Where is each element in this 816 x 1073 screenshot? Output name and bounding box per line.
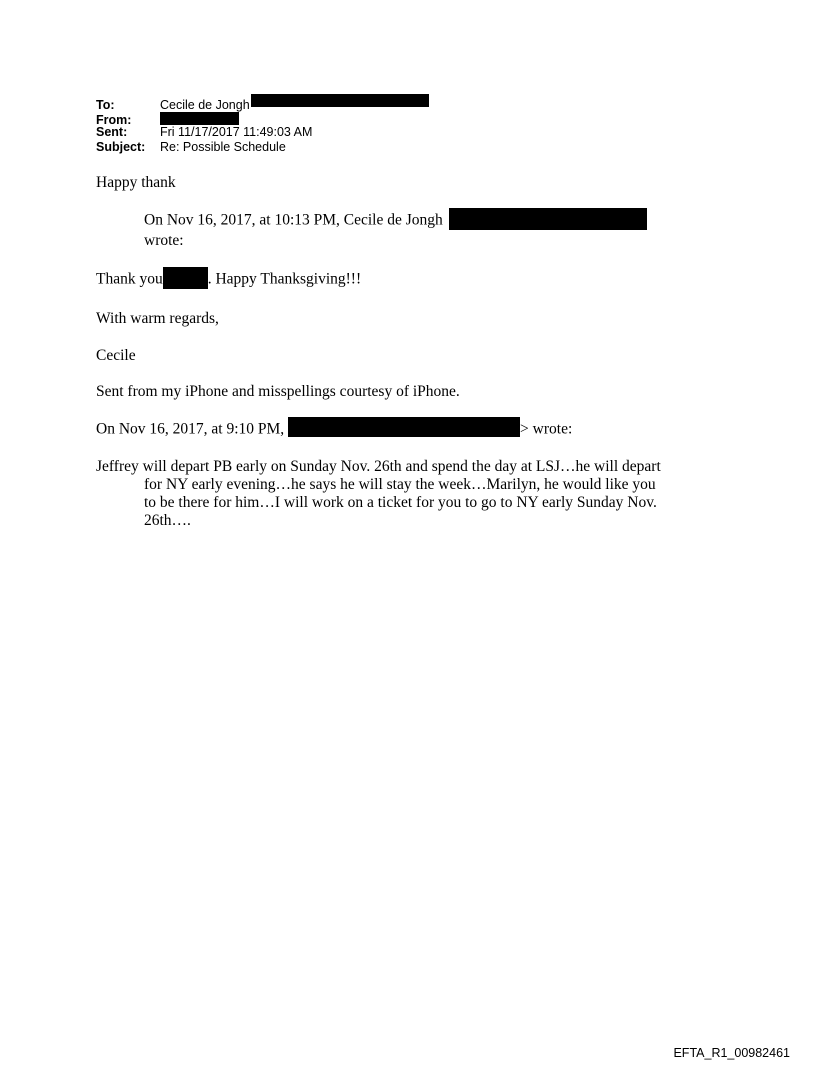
thank-you-text: Thank you <box>96 270 163 288</box>
regards-line: With warm regards, <box>96 310 219 327</box>
quoted-intro-text: On Nov 16, 2017, at 10:13 PM, Cecile de Jongh <box>144 211 443 229</box>
sent-value: Fri 11/17/2017 11:49:03 AM <box>160 125 313 139</box>
sent-row <box>96 125 429 140</box>
thank-you-line <box>96 269 666 291</box>
subject-value: Re: Possible Schedule <box>160 139 286 154</box>
greeting-line: Happy thank <box>96 174 176 191</box>
redaction-box <box>160 112 239 125</box>
reply-intro-line <box>96 420 666 440</box>
document-id: EFTA_R1_00982461 <box>673 1046 790 1060</box>
quoted-intro-line-1 <box>144 210 666 232</box>
redaction-box <box>251 94 429 107</box>
redaction-box <box>449 208 647 230</box>
subject-label: Subject: <box>96 139 146 154</box>
reply-intro-wrote: > wrote: <box>520 420 573 438</box>
reply-intro-text: On Nov 16, 2017, at 9:10 PM, <box>96 420 285 438</box>
subject-row <box>96 140 429 155</box>
redaction-box <box>288 417 520 437</box>
to-value: Cecile de Jongh <box>160 98 250 112</box>
sent-from-line: Sent from my iPhone and misspellings courtesy of iPhone. <box>96 383 460 400</box>
to-label: To: <box>96 98 115 112</box>
thanksgiving-text: . Happy Thanksgiving!!! <box>207 270 362 288</box>
email-header <box>96 96 429 154</box>
to-row <box>96 96 429 111</box>
quoted-intro-line-2: wrote: <box>144 232 184 249</box>
sent-label: Sent: <box>96 125 128 139</box>
redaction-box <box>163 267 208 289</box>
from-label: From: <box>96 112 132 127</box>
message-paragraph: Jeffrey will depart PB early on Sunday Nov. 26th and spend the day at LSJ…he will depart for NY early evening…he says he will stay the week…Marilyn, he would like you to be there for him…I will work on a ticket for you to go to NY early Sunday Nov. 26th…. <box>96 458 661 529</box>
quoted-intro <box>96 210 666 250</box>
signature-line: Cecile <box>96 347 136 364</box>
email-body <box>96 174 666 530</box>
from-row <box>96 111 429 126</box>
